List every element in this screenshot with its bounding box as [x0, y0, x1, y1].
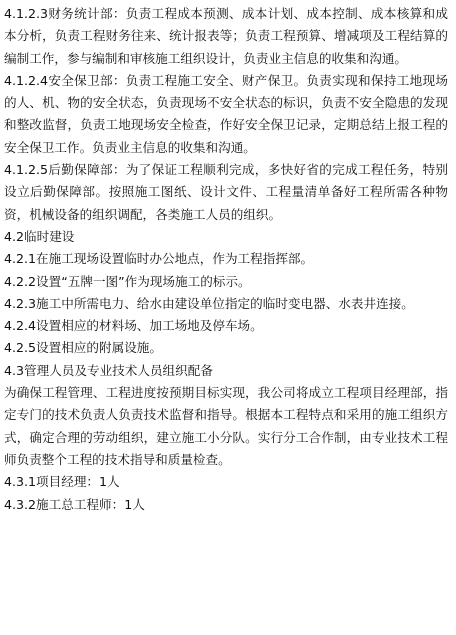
- list-item-project-manager: 4.3.1项目经理：1人: [4, 474, 120, 490]
- list-item-yards: 4.2.4设置相应的材料场、加工场地及停车场。: [4, 318, 263, 334]
- list-item-office: 4.2.1在施工现场设置临时办公地点，作为工程指挥部。: [4, 251, 314, 267]
- section-heading-staffing: 4.3管理人员及专业技术人员组织配备: [4, 362, 213, 378]
- list-item-facilities: 4.2.5设置相应的附属设施。: [4, 340, 162, 356]
- paragraph-logistics-dept: 4.1.2.5后勤保障部：为了保证工程顺利完成，多快好省的完成工程任务，特别设立后勤保障部。按照施工图纸、设计文件、工程量清单备好工程所需各种物资，机械设备的组织调配，各类施工人员的组织。: [4, 162, 448, 222]
- paragraph-finance-dept: 4.1.2.3财务统计部：负责工程成本预测、成本计划、成本控制、成本核算和成本分析，负责工程财务往来、统计报表等；负责工程预算、增减项及工程结算的编制工作，参与编制和审核施工组织设计，负责业主信息的收集和沟通。: [4, 6, 448, 66]
- paragraph-staffing-body: 为确保工程管理、工程进度按预期目标实现，我公司将成立工程项目经理部，指定专门的技术负责人负责技术监督和指导。根据本工程特点和采用的施工组织方式，确定合理的劳动组织，建立施工小分队。实行分工合作制，由专业技术工程师负责整个工程的技术指导和质量检查。: [4, 385, 448, 467]
- list-item-power-water: 4.2.3施工中所需电力、给水由建设单位指定的临时变电器、水表井连接。: [4, 295, 414, 311]
- list-item-chief-engineer: 4.3.2施工总工程师：1人: [4, 496, 145, 512]
- paragraph-security-dept: 4.1.2.4安全保卫部：负责工程施工安全、财产保卫。负责实现和保持工地现场的人、机、物的安全状态，负责现场不安全状态的标识，负责不安全隐患的发现和整改监督，负责工地现场安全检查，作好安全保卫记录，定期总结上报工程的安全保卫工作。负责业主信息的收集和沟通。: [4, 72, 448, 155]
- list-item-signage: 4.2.2设置“五牌一图”作为现场施工的标示。: [4, 273, 251, 289]
- section-heading-temporary-construction: 4.2临时建设: [4, 228, 75, 244]
